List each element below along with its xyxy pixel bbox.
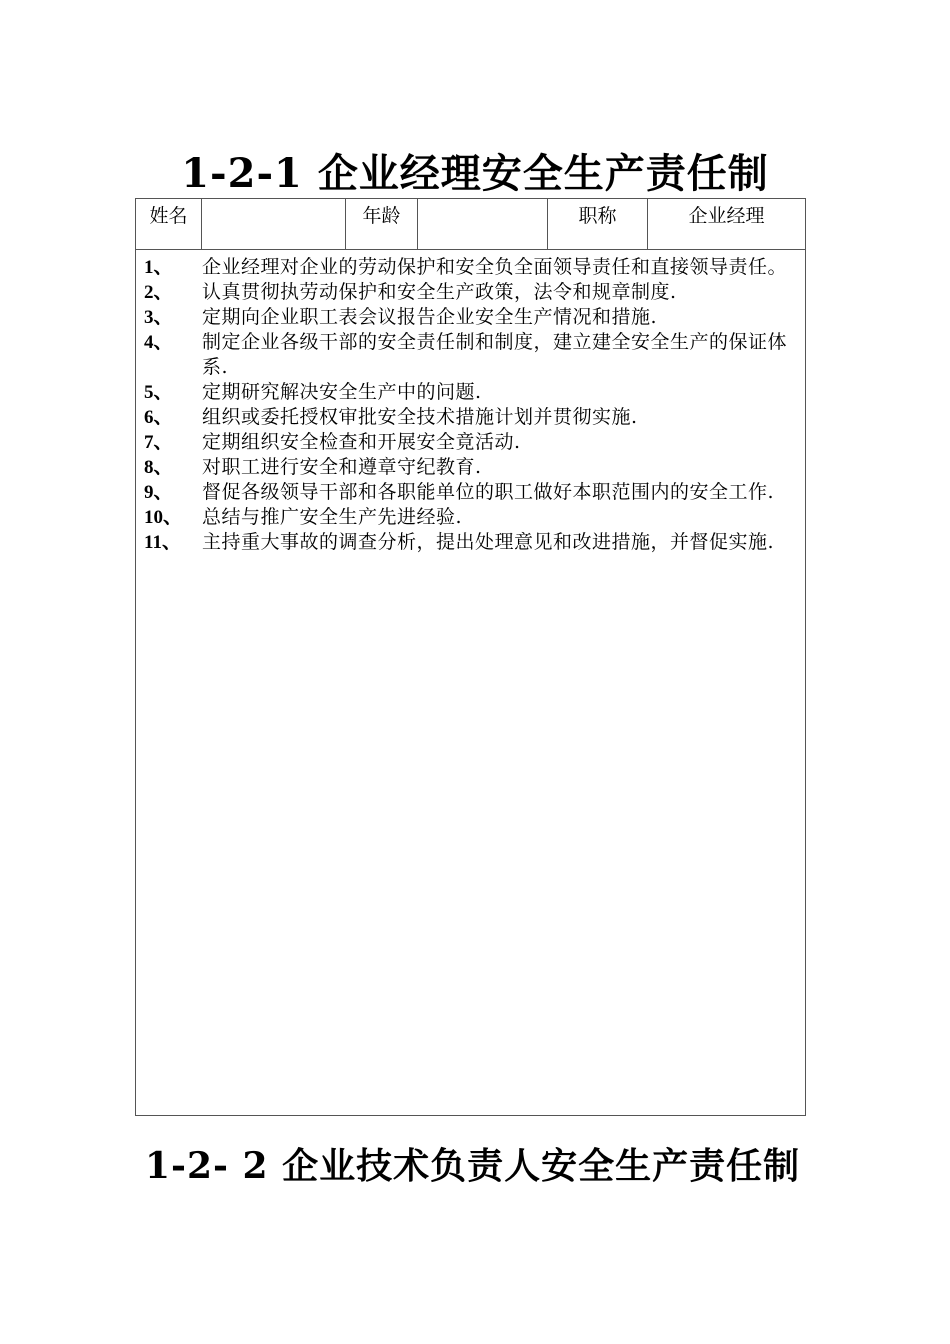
duty-text: 对职工进行安全和遵章守纪教育. — [202, 456, 482, 478]
duty-number: 8、 — [144, 457, 173, 478]
age-label: 年龄 — [346, 199, 418, 250]
duty-number: 5、 — [144, 382, 173, 403]
duties-row — [136, 250, 806, 1116]
duty-text: 定期研究解决安全生产中的问题. — [202, 381, 482, 403]
next-section-title: 1-2- 2 企业技术负责人安全生产责任制 — [145, 1145, 801, 1187]
duty-item — [144, 330, 801, 380]
duty-item — [144, 430, 801, 455]
position-label: 职称 — [548, 199, 648, 250]
form-header-row — [136, 199, 806, 250]
duty-text: 主持重大事故的调查分析，提出处理意见和改进措施，并督促实施. — [202, 531, 775, 553]
duty-number: 2、 — [144, 282, 173, 303]
duty-text: 督促各级领导干部和各职能单位的职工做好本职范围内的安全工作. — [202, 481, 775, 503]
duty-item — [144, 455, 801, 480]
duty-item — [144, 480, 801, 505]
duty-item — [144, 530, 801, 555]
duty-text: 组织或委托授权审批安全技术措施计划并贯彻实施. — [202, 406, 638, 428]
duty-text: 企业经理对企业的劳动保护和安全负全面领导责任和直接领导责任。 — [202, 256, 788, 278]
name-field[interactable] — [202, 199, 346, 250]
duty-text: 总结与推广安全生产先进经验. — [202, 506, 463, 528]
duty-number: 4、 — [144, 332, 173, 353]
duty-text: 制定企业各级干部的安全责任制和制度，建立建全安全生产的保证体系. — [202, 331, 788, 378]
name-label: 姓名 — [136, 199, 202, 250]
duties-list — [136, 250, 805, 555]
duty-number: 7、 — [144, 432, 173, 453]
duty-item — [144, 505, 801, 530]
duty-item — [144, 305, 801, 330]
duty-text: 定期向企业职工表会议报告企业安全生产情况和措施. — [202, 306, 658, 328]
duty-number: 10、 — [144, 507, 183, 528]
document-title: 1-2-1 企业经理安全生产责任制 — [181, 150, 769, 197]
duties-cell — [136, 250, 806, 1116]
duty-number: 3、 — [144, 307, 173, 328]
duty-number: 1、 — [144, 257, 173, 278]
duty-item — [144, 380, 801, 405]
duty-text: 认真贯彻执劳动保护和安全生产政策，法令和规章制度. — [202, 281, 677, 303]
responsibility-form — [135, 198, 806, 1116]
duty-number: 11、 — [144, 532, 181, 553]
duty-item — [144, 280, 801, 305]
duty-text: 定期组织安全检查和开展安全竟活动. — [202, 431, 521, 453]
duty-item — [144, 255, 801, 280]
duty-number: 6、 — [144, 407, 173, 428]
position-value: 企业经理 — [648, 199, 806, 250]
duty-number: 9、 — [144, 482, 173, 503]
duty-item — [144, 405, 801, 430]
age-field[interactable] — [418, 199, 548, 250]
